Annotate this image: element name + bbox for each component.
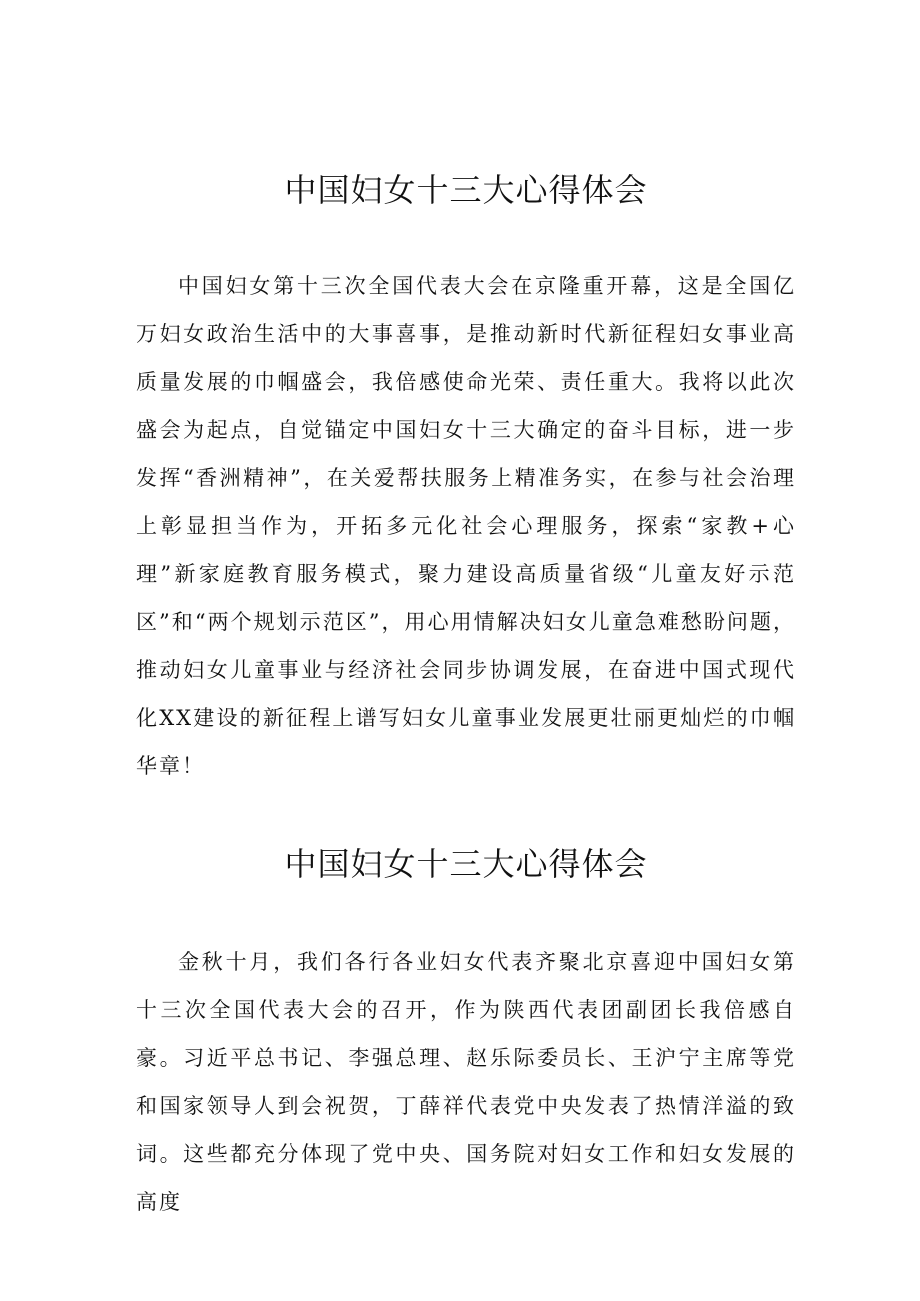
section-2-title: 中国妇女十三大心得体会 [284,845,648,883]
document-section-2 [136,842,796,1226]
section-2-paragraph: 金秋十月，我们各行各业妇女代表齐聚北京喜迎中国妇女第十三次全国代表大会的召开，作为陕西代表团副团长我倍感自豪。习近平总书记、李强总理、赵乐际委员长、王沪宁主席等党和国家领导人到会祝贺，丁薛祥代表党中央发表了热情洋溢的致词。这些都充分体现了党中央、国务院对妇女工作和妇女发展的高度 [136,950,796,1214]
section-1-paragraph: 中国妇女第十三次全国代表大会在京隆重开幕，这是全国亿万妇女政治生活中的大事喜事，是推动新时代新征程妇女事业高质量发展的巾帼盛会，我倍感使命光荣、责任重大。我将以此次盛会为起点，自觉锚定中国妇女十三大确定的奋斗目标，进一步发挥“香洲精神”，在关爱帮扶服务上精准务实，在参与社会治理上彰显担当作为，开拓多元化社会心理服务，探索“家教+心理”新家庭教育服务模式，聚力建设高质量省级“儿童友好示范区”和“两个规划示范区”，用心用情解决妇女儿童急难愁盼问题，推动妇女儿童事业与经济社会同步协调发展，在奋进中国式现代化XX建设的新征程上谱写妇女儿童事业发展更壮丽更灿烂的巾帼华章！ [136,274,796,778]
section-1-title: 中国妇女十三大心得体会 [284,171,648,209]
document-section-1 [136,168,796,790]
